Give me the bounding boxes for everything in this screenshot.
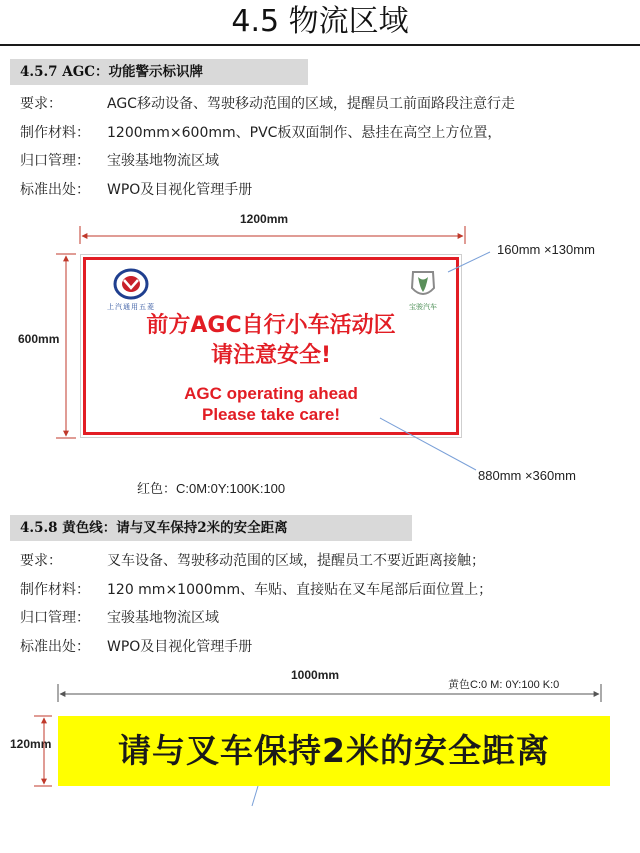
sgmw-logo-text: 上汽通用五菱 [107,303,155,311]
info-row-source [20,637,252,657]
sign-chinese-line-2: 请注意安全! [210,343,332,368]
info-row-material [20,580,492,600]
info-label: 制作材料： [20,125,90,141]
sign-english-line-2: Please take care! [202,405,340,424]
info-row-source [20,180,252,200]
title-divider [0,44,640,46]
info-row-requirement [20,94,515,114]
info-value: 120 mm×1000mm、车贴、直接贴在叉车尾部后面位置上； [107,582,493,598]
info-row-material [20,123,501,143]
width-dimension-label: 1000mm [291,668,340,682]
info-label: 标准出处： [20,639,90,655]
sign-chinese-line-1: 前方AGC自行小车活动区 [146,313,396,338]
height-dimension-label: 120mm [10,737,52,751]
baojun-logo-text: 宝骏汽车 [409,303,437,311]
info-label: 归口管理： [20,153,90,169]
info-value: 1200mm×600mm、PVC板双面制作、悬挂在高空上方位置， [107,125,502,141]
agc-warning-sign [80,254,462,438]
text-size-label: 880mm ×360mm [478,468,576,483]
info-value: 宝骏基地物流区域 [107,610,219,626]
sign-english-line-1: AGC operating ahead [184,384,358,403]
info-label: 要求： [20,96,62,112]
height-dimension-label: 600mm [18,332,60,346]
page-title: 4.5 物流区域 [231,4,409,39]
section-heading-agc: 4.5.7 AGC：功能警示标识牌 [10,59,308,85]
info-label: 标准出处： [20,182,90,198]
info-row-management [20,608,219,628]
info-row-management [20,151,219,171]
logo-size-label: 160mm ×130mm [497,242,595,257]
section-heading-yellow-line: 4.5.8 黄色线：请与叉车保持2米的安全距离 [10,515,412,541]
info-label: 制作材料： [20,582,90,598]
info-value: WPO及目视化管理手册 [107,182,253,198]
color-spec-label: 红色：C:0M:0Y:100K:100 [137,481,286,496]
info-value: 叉车设备、驾驶移动范围的区域，提醒员工不要近距离接触； [107,553,485,569]
info-value: WPO及目视化管理手册 [107,639,253,655]
width-dimension-label: 1200mm [240,212,289,226]
info-label: 归口管理： [20,610,90,626]
sign-text: 请与叉车保持2米的安全距离 [118,731,550,770]
info-row-requirement [20,551,485,571]
sign-red-border [83,257,459,435]
sgmw-logo [96,268,166,314]
forklift-distance-sign [58,716,610,786]
baojun-logo [398,268,448,314]
color-spec-label: 黄色C:0 M: 0Y:100 K:0 [448,679,560,691]
info-label: 要求： [20,553,62,569]
info-value: AGC移动设备、驾驶移动范围的区域，提醒员工前面路段注意行走 [107,96,515,112]
info-value: 宝骏基地物流区域 [107,153,219,169]
